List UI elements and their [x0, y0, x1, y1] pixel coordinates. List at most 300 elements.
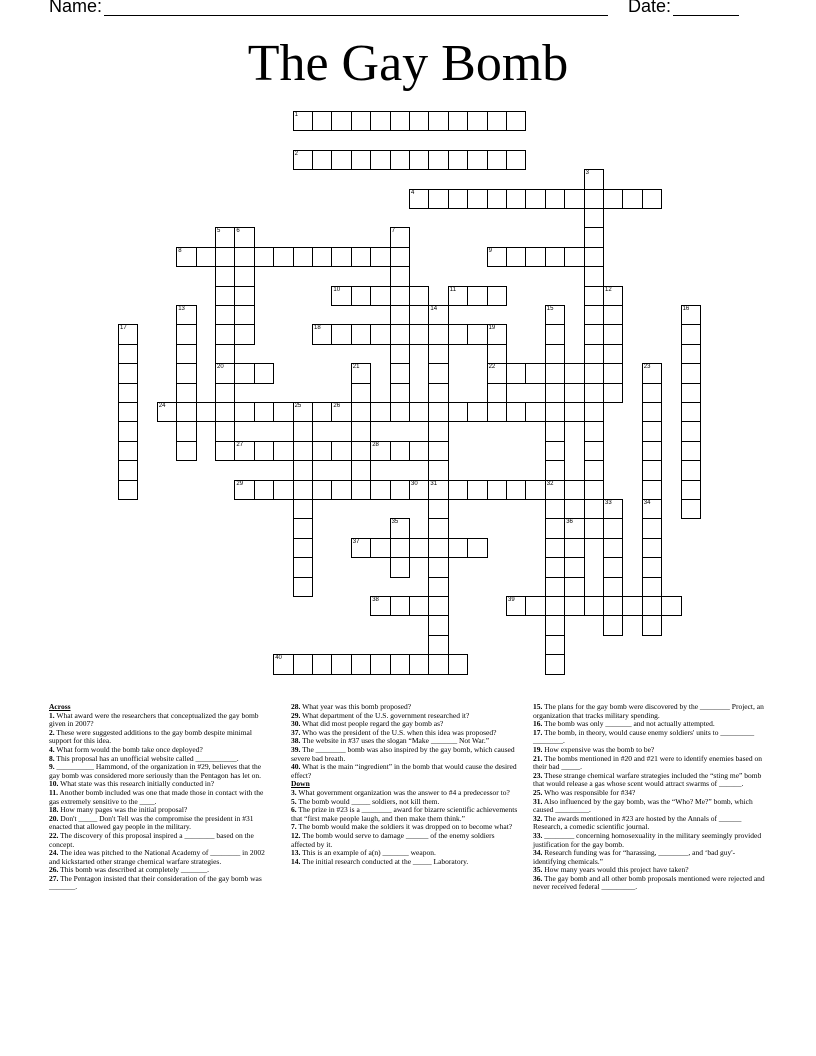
crossword-cell[interactable] [370, 402, 390, 422]
crossword-cell[interactable] [428, 577, 448, 597]
crossword-cell[interactable] [351, 402, 371, 422]
crossword-cell[interactable] [409, 596, 429, 616]
crossword-cell[interactable] [603, 596, 623, 616]
crossword-cell[interactable] [176, 421, 196, 441]
crossword-cell[interactable] [506, 480, 526, 500]
crossword-cell[interactable] [545, 344, 565, 364]
crossword-cell[interactable] [545, 538, 565, 558]
crossword-cell[interactable] [234, 305, 254, 325]
crossword-cell[interactable] [584, 518, 604, 538]
crossword-cell[interactable] [293, 421, 313, 441]
crossword-cell[interactable] [545, 460, 565, 480]
crossword-cell[interactable] [525, 247, 545, 267]
crossword-cell[interactable] [293, 518, 313, 538]
crossword-cell[interactable] [525, 480, 545, 500]
crossword-cell[interactable] [584, 208, 604, 228]
crossword-cell[interactable] [215, 402, 235, 422]
crossword-cell[interactable] [351, 460, 371, 480]
crossword-cell[interactable] [118, 402, 138, 422]
crossword-cell[interactable] [487, 111, 507, 131]
crossword-cell[interactable] [293, 460, 313, 480]
crossword-cell[interactable] [351, 286, 371, 306]
crossword-cell[interactable] [331, 441, 351, 461]
crossword-cell[interactable] [390, 227, 410, 247]
crossword-cell[interactable] [293, 441, 313, 461]
crossword-cell[interactable] [564, 518, 584, 538]
crossword-cell[interactable] [642, 363, 662, 383]
crossword-cell[interactable] [234, 363, 254, 383]
crossword-cell[interactable] [584, 441, 604, 461]
crossword-cell[interactable] [448, 111, 468, 131]
crossword-cell[interactable] [487, 344, 507, 364]
crossword-cell[interactable] [428, 150, 448, 170]
crossword-cell[interactable] [642, 460, 662, 480]
crossword-cell[interactable] [390, 518, 410, 538]
clue-number: 2 [294, 150, 298, 157]
crossword-cell[interactable] [545, 383, 565, 403]
crossword-cell[interactable] [603, 518, 623, 538]
crossword-cell[interactable] [603, 499, 623, 519]
crossword-cell[interactable] [603, 615, 623, 635]
crossword-cell[interactable] [506, 189, 526, 209]
crossword-cell[interactable] [545, 441, 565, 461]
crossword-cell[interactable] [506, 150, 526, 170]
crossword-cell[interactable] [390, 538, 410, 558]
crossword-cell[interactable] [351, 363, 371, 383]
crossword-cell[interactable] [331, 654, 351, 674]
crossword-cell[interactable] [564, 247, 584, 267]
crossword-cell[interactable] [467, 111, 487, 131]
crossword-cell[interactable] [525, 596, 545, 616]
crossword-cell[interactable] [215, 266, 235, 286]
crossword-cell[interactable] [176, 363, 196, 383]
crossword-cell[interactable] [681, 402, 701, 422]
crossword-cell[interactable] [584, 596, 604, 616]
crossword-cell[interactable] [603, 538, 623, 558]
crossword-cell[interactable] [564, 402, 584, 422]
crossword-cell[interactable] [215, 383, 235, 403]
crossword-cell[interactable] [603, 383, 623, 403]
crossword-cell[interactable] [331, 286, 351, 306]
crossword-cell[interactable] [234, 480, 254, 500]
crossword-cell[interactable] [273, 480, 293, 500]
crossword-cell[interactable] [642, 518, 662, 538]
crossword-cell[interactable] [642, 538, 662, 558]
crossword-cell[interactable] [390, 441, 410, 461]
crossword-cell[interactable] [390, 654, 410, 674]
crossword-cell[interactable] [351, 441, 371, 461]
crossword-cell[interactable] [603, 577, 623, 597]
crossword-cell[interactable] [584, 344, 604, 364]
crossword-cell[interactable] [448, 402, 468, 422]
crossword-cell[interactable] [254, 441, 274, 461]
crossword-cell[interactable] [293, 480, 313, 500]
crossword-cell[interactable] [215, 324, 235, 344]
crossword-cell[interactable] [273, 247, 293, 267]
crossword-cell[interactable] [428, 383, 448, 403]
crossword-cell[interactable] [681, 363, 701, 383]
crossword-cell[interactable] [312, 247, 332, 267]
crossword-cell[interactable] [351, 383, 371, 403]
crossword-cell[interactable] [428, 480, 448, 500]
crossword-cell[interactable] [467, 189, 487, 209]
crossword-cell[interactable] [642, 596, 662, 616]
crossword-cell[interactable] [390, 402, 410, 422]
crossword-cell[interactable] [487, 383, 507, 403]
crossword-cell[interactable] [176, 324, 196, 344]
crossword-cell[interactable] [215, 441, 235, 461]
crossword-cell[interactable] [254, 247, 274, 267]
crossword-cell[interactable] [545, 518, 565, 538]
crossword-cell[interactable] [390, 111, 410, 131]
crossword-cell[interactable] [118, 421, 138, 441]
crossword-cell[interactable] [545, 480, 565, 500]
crossword-cell[interactable] [390, 383, 410, 403]
crossword-cell[interactable] [448, 324, 468, 344]
crossword-cell[interactable] [234, 402, 254, 422]
crossword-cell[interactable] [603, 557, 623, 577]
crossword-cell[interactable] [564, 538, 584, 558]
crossword-cell[interactable] [545, 557, 565, 577]
crossword-cell[interactable] [487, 480, 507, 500]
crossword-cell[interactable] [351, 421, 371, 441]
crossword-cell[interactable] [428, 324, 448, 344]
crossword-cell[interactable] [370, 150, 390, 170]
crossword-cell[interactable] [157, 402, 177, 422]
crossword-cell[interactable] [370, 480, 390, 500]
crossword-cell[interactable] [681, 305, 701, 325]
crossword-cell[interactable] [351, 150, 371, 170]
crossword-cell[interactable] [312, 441, 332, 461]
crossword-cell[interactable] [370, 441, 390, 461]
crossword-cell[interactable] [545, 596, 565, 616]
crossword-cell[interactable] [118, 383, 138, 403]
crossword-cell[interactable] [196, 247, 216, 267]
crossword-cell[interactable] [428, 557, 448, 577]
crossword-cell[interactable] [428, 654, 448, 674]
crossword-cell[interactable] [603, 344, 623, 364]
crossword-cell[interactable] [642, 383, 662, 403]
crossword-cell[interactable] [603, 324, 623, 344]
crossword-cell[interactable] [642, 480, 662, 500]
crossword-cell[interactable] [176, 383, 196, 403]
crossword-cell[interactable] [312, 324, 332, 344]
crossword-cell[interactable] [681, 383, 701, 403]
crossword-cell[interactable] [428, 189, 448, 209]
crossword-cell[interactable] [487, 189, 507, 209]
crossword-cell[interactable] [564, 596, 584, 616]
crossword-cell[interactable] [584, 286, 604, 306]
crossword-cell[interactable] [448, 189, 468, 209]
crossword-cell[interactable] [584, 227, 604, 247]
crossword-cell[interactable] [370, 324, 390, 344]
crossword-cell[interactable] [293, 538, 313, 558]
crossword-cell[interactable] [467, 538, 487, 558]
crossword-cell[interactable] [390, 596, 410, 616]
crossword-cell[interactable] [215, 344, 235, 364]
crossword-cell[interactable] [525, 189, 545, 209]
crossword-cell[interactable] [681, 441, 701, 461]
crossword-cell[interactable] [312, 480, 332, 500]
crossword-cell[interactable] [331, 402, 351, 422]
crossword-cell[interactable] [681, 421, 701, 441]
crossword-cell[interactable] [428, 111, 448, 131]
crossword-cell[interactable] [428, 441, 448, 461]
crossword-cell[interactable] [293, 499, 313, 519]
crossword-cell[interactable] [118, 363, 138, 383]
crossword-cell[interactable] [409, 111, 429, 131]
crossword-cell[interactable] [448, 538, 468, 558]
crossword-cell[interactable] [428, 344, 448, 364]
crossword-cell[interactable] [351, 538, 371, 558]
crossword-cell[interactable] [642, 189, 662, 209]
crossword-cell[interactable] [564, 480, 584, 500]
crossword-cell[interactable] [118, 480, 138, 500]
crossword-cell[interactable] [525, 402, 545, 422]
crossword-cell[interactable] [428, 538, 448, 558]
crossword-cell[interactable] [545, 247, 565, 267]
crossword-cell[interactable] [622, 189, 642, 209]
crossword-cell[interactable] [642, 421, 662, 441]
crossword-cell[interactable] [176, 344, 196, 364]
crossword-cell[interactable] [351, 247, 371, 267]
crossword-cell[interactable] [215, 227, 235, 247]
crossword-cell[interactable] [409, 286, 429, 306]
crossword-cell[interactable] [642, 577, 662, 597]
crossword-cell[interactable] [564, 363, 584, 383]
crossword-cell[interactable] [312, 402, 332, 422]
crossword-cell[interactable] [448, 286, 468, 306]
crossword-cell[interactable] [642, 615, 662, 635]
crossword-cell[interactable] [448, 150, 468, 170]
crossword-cell[interactable] [234, 286, 254, 306]
crossword-cell[interactable] [390, 286, 410, 306]
crossword-cell[interactable] [176, 402, 196, 422]
crossword-cell[interactable] [234, 227, 254, 247]
crossword-cell[interactable] [176, 247, 196, 267]
crossword-cell[interactable] [370, 247, 390, 267]
crossword-cell[interactable] [331, 480, 351, 500]
crossword-cell[interactable] [409, 189, 429, 209]
crossword-cell[interactable] [370, 286, 390, 306]
crossword-cell[interactable] [545, 421, 565, 441]
crossword-cell[interactable] [506, 402, 526, 422]
crossword-cell[interactable] [584, 266, 604, 286]
crossword-cell[interactable] [176, 305, 196, 325]
crossword-cell[interactable] [603, 189, 623, 209]
crossword-cell[interactable] [545, 615, 565, 635]
crossword-cell[interactable] [584, 247, 604, 267]
crossword-cell[interactable] [293, 402, 313, 422]
crossword-cell[interactable] [370, 654, 390, 674]
crossword-cell[interactable] [506, 247, 526, 267]
crossword-cell[interactable] [681, 460, 701, 480]
clue-text: The discovery of this proposal inspired a ________ based on the concept. [49, 830, 254, 849]
crossword-cell[interactable] [584, 499, 604, 519]
crossword-cell[interactable] [603, 305, 623, 325]
crossword-cell[interactable] [467, 324, 487, 344]
crossword-cell[interactable] [467, 402, 487, 422]
crossword-cell[interactable] [584, 421, 604, 441]
crossword-cell[interactable] [293, 577, 313, 597]
crossword-cell[interactable] [564, 189, 584, 209]
crossword-cell[interactable] [409, 654, 429, 674]
crossword-cell[interactable] [622, 596, 642, 616]
crossword-cell[interactable] [428, 518, 448, 538]
crossword-cell[interactable] [234, 324, 254, 344]
crossword-cell[interactable] [273, 441, 293, 461]
crossword-cell[interactable] [118, 344, 138, 364]
crossword-cell[interactable] [234, 247, 254, 267]
crossword-cell[interactable] [428, 615, 448, 635]
crossword-cell[interactable] [312, 150, 332, 170]
crossword-cell[interactable] [390, 247, 410, 267]
crossword-cell[interactable] [642, 499, 662, 519]
crossword-cell[interactable] [254, 402, 274, 422]
crossword-cell[interactable] [487, 286, 507, 306]
crossword-cell[interactable] [467, 286, 487, 306]
crossword-cell[interactable] [584, 383, 604, 403]
crossword-cell[interactable] [545, 363, 565, 383]
crossword-cell[interactable] [487, 402, 507, 422]
crossword-cell[interactable] [390, 557, 410, 577]
crossword-cell[interactable] [254, 480, 274, 500]
crossword-cell[interactable] [409, 150, 429, 170]
crossword-cell[interactable] [545, 324, 565, 344]
crossword-cell[interactable] [487, 150, 507, 170]
crossword-cell[interactable] [215, 305, 235, 325]
crossword-cell[interactable] [390, 150, 410, 170]
crossword-cell[interactable] [545, 305, 565, 325]
crossword-cell[interactable] [603, 363, 623, 383]
crossword-cell[interactable] [409, 441, 429, 461]
crossword-cell[interactable] [254, 363, 274, 383]
crossword-cell[interactable] [525, 363, 545, 383]
crossword-cell[interactable] [642, 402, 662, 422]
crossword-cell[interactable] [448, 654, 468, 674]
crossword-cell[interactable] [409, 402, 429, 422]
crossword-cell[interactable] [428, 596, 448, 616]
crossword-cell[interactable] [331, 111, 351, 131]
crossword-cell[interactable] [409, 538, 429, 558]
crossword-cell[interactable] [584, 305, 604, 325]
crossword-cell[interactable] [661, 596, 681, 616]
crossword-cell[interactable] [118, 324, 138, 344]
crossword-cell[interactable] [428, 635, 448, 655]
crossword-cell[interactable] [545, 654, 565, 674]
crossword-cell[interactable] [428, 421, 448, 441]
crossword-cell[interactable] [487, 247, 507, 267]
crossword-cell[interactable] [642, 557, 662, 577]
crossword-cell[interactable] [215, 363, 235, 383]
crossword-cell[interactable] [293, 150, 313, 170]
crossword-cell[interactable] [273, 402, 293, 422]
crossword-cell[interactable] [545, 635, 565, 655]
crossword-cell[interactable] [312, 654, 332, 674]
crossword-cell[interactable] [584, 189, 604, 209]
crossword-cell[interactable] [545, 189, 565, 209]
crossword-cell[interactable] [351, 654, 371, 674]
crossword-cell[interactable] [487, 324, 507, 344]
crossword-cell[interactable] [681, 480, 701, 500]
crossword-cell[interactable] [370, 538, 390, 558]
crossword-cell[interactable] [428, 402, 448, 422]
crossword-cell[interactable] [215, 421, 235, 441]
crossword-cell[interactable] [331, 150, 351, 170]
crossword-cell[interactable] [487, 363, 507, 383]
clue-number: 31 [430, 480, 438, 487]
crossword-cell[interactable] [506, 111, 526, 131]
crossword-cell[interactable] [215, 247, 235, 267]
crossword-cell[interactable] [584, 324, 604, 344]
crossword-cell[interactable] [390, 266, 410, 286]
crossword-cell[interactable] [370, 596, 390, 616]
crossword-cell[interactable] [506, 596, 526, 616]
crossword-cell[interactable] [428, 363, 448, 383]
crossword-cell[interactable] [506, 363, 526, 383]
crossword-cell[interactable] [312, 111, 332, 131]
crossword-cell[interactable] [642, 441, 662, 461]
crossword-cell[interactable] [681, 324, 701, 344]
crossword-cell[interactable] [351, 480, 371, 500]
crossword-cell[interactable] [390, 324, 410, 344]
crossword-cell[interactable] [467, 480, 487, 500]
crossword-cell[interactable] [390, 305, 410, 325]
crossword-cell[interactable] [234, 441, 254, 461]
crossword-cell[interactable] [584, 480, 604, 500]
crossword-cell[interactable] [370, 111, 390, 131]
crossword-cell[interactable] [428, 305, 448, 325]
crossword-cell[interactable] [467, 150, 487, 170]
crossword-cell[interactable] [564, 577, 584, 597]
crossword-cell[interactable] [273, 654, 293, 674]
crossword-cell[interactable] [545, 577, 565, 597]
crossword-cell[interactable] [409, 480, 429, 500]
crossword-cell[interactable] [234, 266, 254, 286]
crossword-cell[interactable] [351, 111, 371, 131]
crossword-cell[interactable] [215, 286, 235, 306]
crossword-cell[interactable] [428, 499, 448, 519]
crossword-cell[interactable] [545, 402, 565, 422]
crossword-cell[interactable] [603, 286, 623, 306]
crossword-cell[interactable] [584, 169, 604, 189]
crossword-cell[interactable] [584, 460, 604, 480]
crossword-cell[interactable] [409, 324, 429, 344]
crossword-cell[interactable] [448, 480, 468, 500]
crossword-cell[interactable] [545, 499, 565, 519]
crossword-cell[interactable] [118, 441, 138, 461]
crossword-cell[interactable] [118, 460, 138, 480]
crossword-cell[interactable] [681, 499, 701, 519]
crossword-cell[interactable] [584, 402, 604, 422]
crossword-cell[interactable] [293, 557, 313, 577]
crossword-cell[interactable] [584, 363, 604, 383]
crossword-cell[interactable] [564, 557, 584, 577]
crossword-cell[interactable] [331, 324, 351, 344]
crossword-cell[interactable] [196, 402, 216, 422]
crossword-cell[interactable] [293, 654, 313, 674]
crossword-cell[interactable] [176, 441, 196, 461]
crossword-cell[interactable] [293, 247, 313, 267]
crossword-cell[interactable] [351, 324, 371, 344]
crossword-cell[interactable] [331, 247, 351, 267]
crossword-cell[interactable] [681, 344, 701, 364]
crossword-cell[interactable] [390, 344, 410, 364]
crossword-cell[interactable] [390, 480, 410, 500]
crossword-cell[interactable] [428, 460, 448, 480]
crossword-cell[interactable] [293, 111, 313, 131]
crossword-cell[interactable] [390, 363, 410, 383]
